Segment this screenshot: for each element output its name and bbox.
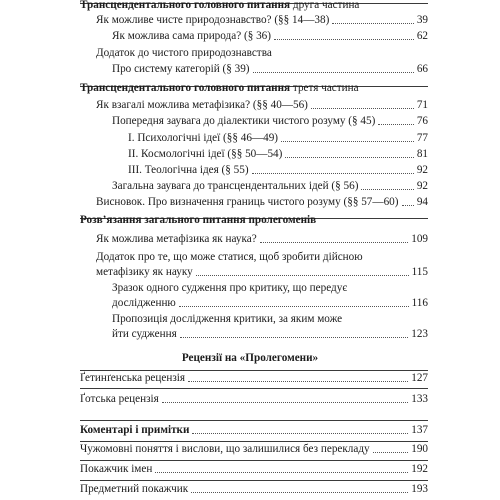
toc-entry[interactable]: Висновок. Про визначення границь чистого розуму (§§ 57—60) 94 [96,196,428,208]
toc-entry[interactable]: II. Космологічні ідеї (§§ 50—54) 81 [128,148,428,160]
toc-entry[interactable]: Як можливе чисте природознавство? (§§ 14—38) 39 [96,14,428,26]
toc-entry[interactable]: Як можлива сама природа? (§ 36) 62 [112,30,428,42]
section-divider [80,460,428,461]
toc-entry[interactable]: Загальна заувага до трансцендентальних ідей (§ 56) 92 [112,180,428,192]
section-divider [80,420,428,421]
toc-entry[interactable]: Ґетинґенська рецензія 127 [80,372,428,384]
toc-entry[interactable]: Про систему категорій (§ 39) 66 [112,63,428,75]
toc-entry[interactable]: Коментарі і примітки 137 [80,424,428,436]
part-three-heading: Трансцендентального головного питання третя частина [80,82,359,94]
toc-entry[interactable]: Чужомовні поняття і вислови, що залишилися без перекладу 190 [80,443,428,455]
toc-entry[interactable]: Предметний покажчик 193 [80,483,428,495]
reviews-title: Рецензії на «Пролегомени» [181,352,319,364]
toc-entry[interactable]: Як можлива метафізика як наука? 109 [96,233,428,245]
toc-entry[interactable]: Покажчик імен 192 [80,463,428,475]
section-divider [80,480,428,481]
toc-entry[interactable]: Додаток про те, що може статися, щоб зробити дійсною метафізику як науку 115 [96,251,428,278]
part-two-heading: Трансцендентального головного питання друга частина [80,0,360,11]
section-divider [80,388,428,389]
solution-heading: Розв’язання загального питання пролегоменів [80,214,317,226]
section-divider [80,370,428,371]
toc-entry[interactable]: III. Теологічна ідея (§ 55) 92 [128,164,428,176]
toc-entry[interactable]: Пропозиція дослідження критики, за яким може йти судження 123 [112,313,428,340]
section-divider [80,441,428,442]
toc-entry: Додаток до чистого природознавства [96,47,272,59]
toc-entry[interactable]: I. Психологічні ідеї (§§ 46—49) 77 [128,132,428,144]
toc-entry[interactable]: Як взагалі можлива метафізика? (§§ 40—56) 71 [96,99,428,111]
toc-entry[interactable]: Ґотська рецензія 133 [80,393,428,405]
toc-entry[interactable]: Попередня заувага до діалектики чистого розуму (§ 45) 76 [112,115,428,127]
toc-entry[interactable]: Зразок одного судження про критику, що передує дослідженню 116 [112,282,428,309]
